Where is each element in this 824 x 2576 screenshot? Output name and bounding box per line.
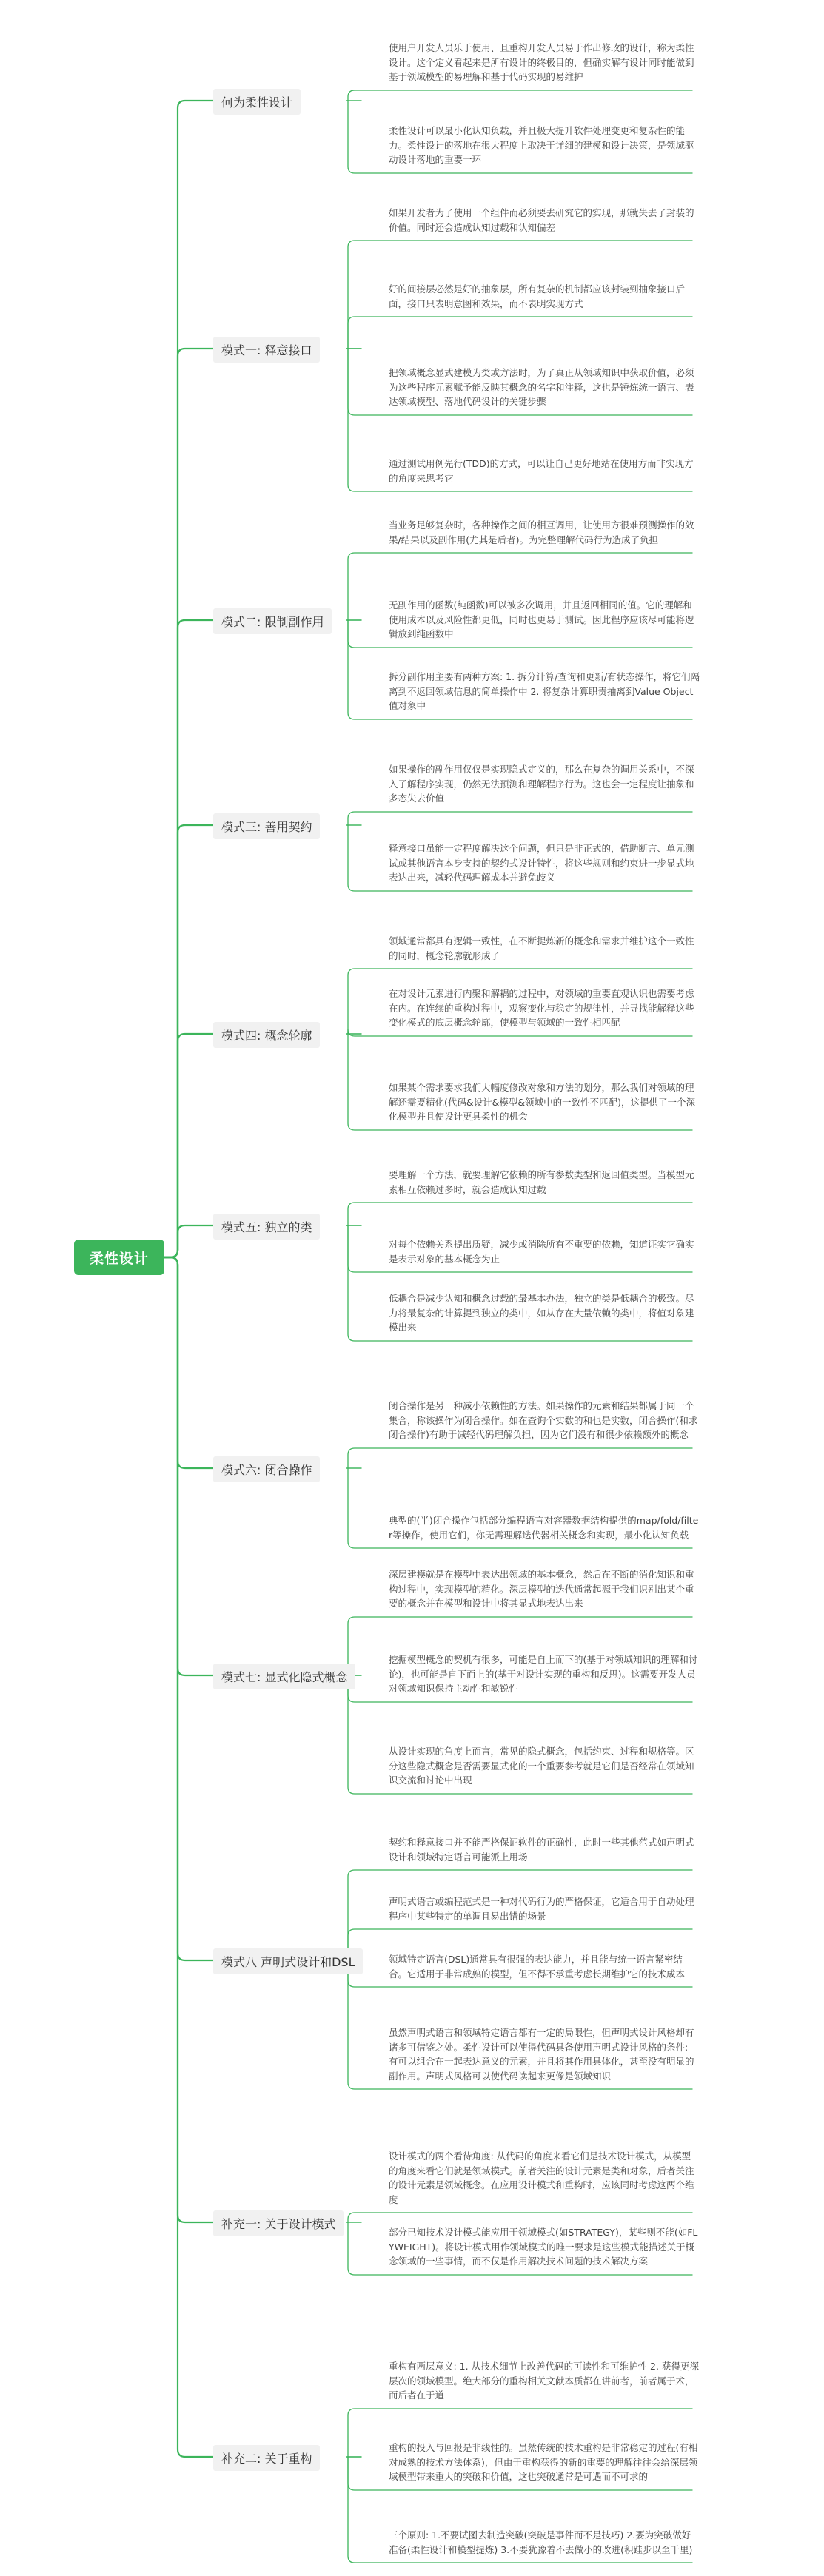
leaf-topic[interactable]: 把领域概念显式建模为类或方法时，为了真正从领域知识中获取价值，必须为这些程序元素赋予能反映其概念的名字和注释，这也是锤炼统一语言、表达领域模型、落地代码设计的关键步骤: [389, 367, 694, 408]
leaf-topic[interactable]: 在对设计元素进行内聚和解耦的过程中，对领域的重要直观认识也需要考虑在内。在连续的重构过程中，观察变化与稳定的规律性，并寻找能解释这些变化模式的底层概念轮廓，使模型与领域的一致性相匹配: [389, 988, 694, 1029]
leaf-topic[interactable]: 对每个依赖关系提出质疑，减少或消除所有不重要的依赖，知道证实它确实是表示对象的基本概念为止: [389, 1239, 694, 1265]
branch-topic-label: 模式五: 独立的类: [213, 1214, 320, 1240]
leaf-topic[interactable]: 挖掘模型概念的契机有很多，可能是自上而下的(基于对领域知识的理解和讨论)，也可能是自下而上的(基于对设计实现的重构和反思)。这需要开发人员对领域知识保持主动性和敏锐性: [389, 1654, 698, 1695]
branch-topic-label: 何为柔性设计: [213, 89, 301, 115]
root-topic[interactable]: 柔性设计: [74, 1240, 164, 1275]
leaf-connector: [346, 317, 692, 349]
branch-connector: [164, 1257, 213, 1468]
branch-connector: [164, 1257, 213, 2222]
leaf-topic[interactable]: 三个原则: 1.不要试图去制造突破(突破是事件而不是技巧) 2.要为突破做好准备(柔性设计和模型提炼) 3.不要犹豫着不去做小的改进(积跬步以至千里): [389, 2529, 693, 2555]
branch-topic-label: 模式一: 释意接口: [213, 337, 320, 363]
leaf-topic[interactable]: 从设计实现的角度上而言，常见的隐式概念，包括约束、过程和规格等。区分这些隐式概念是否需要显式化的一个重要参考就是它们是否经常在领域知识交流和讨论中出现: [389, 1746, 694, 1786]
branch-connector: [164, 1257, 213, 1960]
leaf-connector: [346, 90, 692, 101]
branch-topic[interactable]: [213, 337, 320, 363]
leaf-topic[interactable]: 契约和释意接口并不能严格保证软件的正确性，此时一些其他范式如声明式设计和领域特定语言可能派上用场: [389, 1837, 694, 1863]
branch-topic[interactable]: [213, 1022, 320, 1048]
leaf-topic[interactable]: 领域特定语言(DSL)通常具有很强的表达能力，并且能与统一语言紧密结合。它适用于非常成熟的模型，但不得不承重考虑长期维护它的技术成本: [389, 1954, 686, 1980]
branch-connector: [164, 620, 213, 1257]
leaf-topic[interactable]: 通过测试用例先行(TDD)的方式，可以让自己更好地站在使用方而非实现方的角度来思考它: [389, 458, 694, 484]
leaf-topic[interactable]: 领域通常都具有逻辑一致性，在不断提炼新的概念和需求并维护这个一致性的同时，概念轮廓就形成了: [389, 935, 694, 961]
leaf-connector: [346, 1448, 692, 1468]
branch-connector: [164, 1257, 213, 1675]
branch-topic[interactable]: [213, 608, 332, 634]
leaf-topic[interactable]: 典型的(半)闭合操作包括部分编程语言对容器数据结构提供的map/fold/filter等操作，使用它们，你无需理解迭代器相关概念和实现，最小化认知负载: [389, 1515, 699, 1541]
branch-topic-label: 补充二: 关于重构: [213, 2445, 320, 2471]
branch-topic[interactable]: [213, 1948, 363, 1974]
branch-connector: [164, 349, 213, 1257]
branch-topic[interactable]: [213, 89, 301, 115]
branch-connector: [164, 1257, 213, 2457]
leaf-topic[interactable]: 虽然声明式语言和领域特定语言都有一定的局限性，但声明式设计风格却有诸多可借鉴之处。柔性设计可以使得代码具备使用声明式设计风格的条件: 有可以组合在一起表达意义的元素，并且将其作用具体化，甚至没有明显的副作用。声明式风格可以使代码读起来更像是领域知识: [389, 2027, 694, 2082]
leaf-connector: [346, 1203, 692, 1225]
branch-topic[interactable]: [213, 813, 320, 839]
leaf-topic[interactable]: 如果操作的副作用仅仅是实现隐式定义的，那么在复杂的调用关系中，不深入了解程序实现，仍然无法预测和理解程序行为。这也会一定程度让抽象和多态失去价值: [389, 764, 694, 804]
leaf-topic[interactable]: 好的间接层必然是好的抽象层，所有复杂的机制都应该封装到抽象接口后面，接口只表明意图和效果，而不表明实现方式: [389, 283, 686, 309]
leaf-topic[interactable]: 声明式语言或编程范式是一种对代码行为的严格保证，它适合用于自动处理程序中某些特定的单调且易出错的场景: [389, 1896, 694, 1922]
leaf-topic[interactable]: 低耦合是减少认知和概念过载的最基本办法，独立的类是低耦合的极致。尽力将最复杂的计算提到独立的类中，如从存在大量依赖的类中，将值对象建模出来: [389, 1293, 694, 1334]
branch-topic-label: 补充一: 关于设计模式: [213, 2210, 344, 2236]
branch-topic-label: 模式六: 闭合操作: [213, 1456, 320, 1482]
leaf-topic[interactable]: 如果某个需求要求我们大幅度修改对象和方法的划分，那么我们对领域的理解还需要精化(代码&设计&模型&领域中的一致性不匹配)，这提供了一个深化模型并且使设计更具柔性的机会: [389, 1082, 695, 1123]
leaf-topic[interactable]: 重构有两层意义: 1. 从技术细节上改善代码的可读性和可维护性 2. 获得更深层次的领域模型。绝大部分的重构相关文献本质都在讲前者，前者属于术，而后者在于道: [389, 2361, 699, 2401]
branch-topic[interactable]: [213, 2445, 320, 2471]
leaf-topic[interactable]: 当业务足够复杂时，各种操作之间的相互调用，让使用方很难预测操作的效果/结果以及副作用(尤其是后者)。为完整理解代码行为造成了负担: [389, 519, 694, 545]
branch-connector: [164, 1225, 213, 1257]
branch-topic-label: 模式七: 显式化隐式概念: [213, 1664, 355, 1689]
branch-topic[interactable]: [213, 1664, 355, 1689]
leaf-connector: [346, 2213, 692, 2222]
leaf-topic[interactable]: 拆分副作用主要有两种方案: 1. 拆分计算/查询和更新/有状态操作，将它们隔离到不返回领域信息的简单操作中 2. 将复杂计算职责抽离到Value Object值对象中: [389, 671, 700, 712]
branch-topic-label: 模式八 声明式设计和DSL: [213, 1948, 363, 1974]
leaf-connector: [346, 812, 692, 825]
leaf-topic[interactable]: 释意接口虽能一定程度解决这个问题，但只是非正式的，借助断言、单元测试或其他语言本身支持的契约式设计特性，将这些规则和约束进一步显式地表达出来，减轻代码理解成本并避免歧义: [389, 843, 694, 884]
leaf-topic[interactable]: 重构的投入与回报是非线性的。虽然传统的技术重构是非常稳定的过程(有相对成熟的技术方法体系)，但由于重构获得的新的重要的理解往往会给深层领域模型带来重大的突破和价值，这也突破通常是可遇而不可求的: [389, 2442, 698, 2483]
leaf-topic[interactable]: 柔性设计可以最小化认知负载，并且极大提升软件处理变更和复杂性的能力。柔性设计的落地在很大程度上取决于详细的建模和设计决策，是领域驱动设计落地的重要一环: [389, 125, 694, 166]
leaf-topic[interactable]: 闭合操作是另一种减小依赖性的方法。如果操作的元素和结果都属于同一个集合，称该操作为闭合操作。如在查询个实数的和也是实数，闭合操作(和求闭合操作)有助于减轻代码理解负担，因为它们没有和很少依赖额外的概念: [389, 1400, 698, 1441]
leaf-topic[interactable]: 要理解一个方法，就要理解它依赖的所有参数类型和返回值类型。当模型元素相互依赖过多时，就会造成认知过载: [389, 1169, 694, 1195]
branch-topic-label: 模式四: 概念轮廓: [213, 1022, 320, 1048]
leaf-topic[interactable]: 部分已知技术设计模式能应用于领域模式(如STRATEGY)，某些则不能(如FLYWEIGHT)。将设计模式用作领域模式的唯一要求是这些模式能描述关于概念领域的一些事情，而不仅是作用解决技术问题的技术解决方案: [389, 2227, 698, 2267]
leaf-topic[interactable]: 无副作用的函数(纯函数)可以被多次调用，并且返回相同的值。它的理解和使用成本以及风险性都更低，同时也更易于测试。因此程序应该尽可能将逻辑放到纯函数中: [389, 599, 694, 640]
leaf-topic[interactable]: 设计模式的两个看待角度: 从代码的角度来看它们是技术设计模式，从模型的角度来看它们就是领域模式。前者关注的设计元素是类和对象，后者关注的设计元素是领域概念。在应用设计模式和重构时，应该同时考虑这两个维度: [389, 2150, 694, 2205]
leaf-topic[interactable]: 深层建模就是在模型中表达出领域的基本概念，然后在不断的消化知识和重构过程中，实现模型的精化。深层模型的迭代通常起源于我们识别出某个重要的概念并在模型和设计中将其显式地表达出来: [389, 1569, 694, 1610]
branch-topic[interactable]: [213, 2210, 344, 2236]
branch-connector: [164, 825, 213, 1257]
leaf-topic[interactable]: 使用户开发人员乐于使用、且重构开发人员易于作出修改的设计，称为柔性设计。这个定义看起来是所有设计的终极目的，但确实解有设计同时能做到基于领域模型的易理解和基于代码实现的易维护: [389, 42, 694, 83]
branch-topic[interactable]: [213, 1456, 320, 1482]
branch-topic-label: 模式三: 善用契约: [213, 813, 320, 839]
leaf-topic[interactable]: 如果开发者为了使用一个组件而必须要去研究它的实现，那就失去了封装的价值。同时还会造成认知过载和认知偏差: [389, 207, 694, 233]
leaf-connector: [346, 1029, 692, 1036]
branch-connector: [164, 1034, 213, 1257]
branch-topic[interactable]: [213, 1214, 320, 1240]
branch-topic-label: 模式二: 限制副作用: [213, 608, 332, 634]
branch-connector: [164, 101, 213, 1257]
